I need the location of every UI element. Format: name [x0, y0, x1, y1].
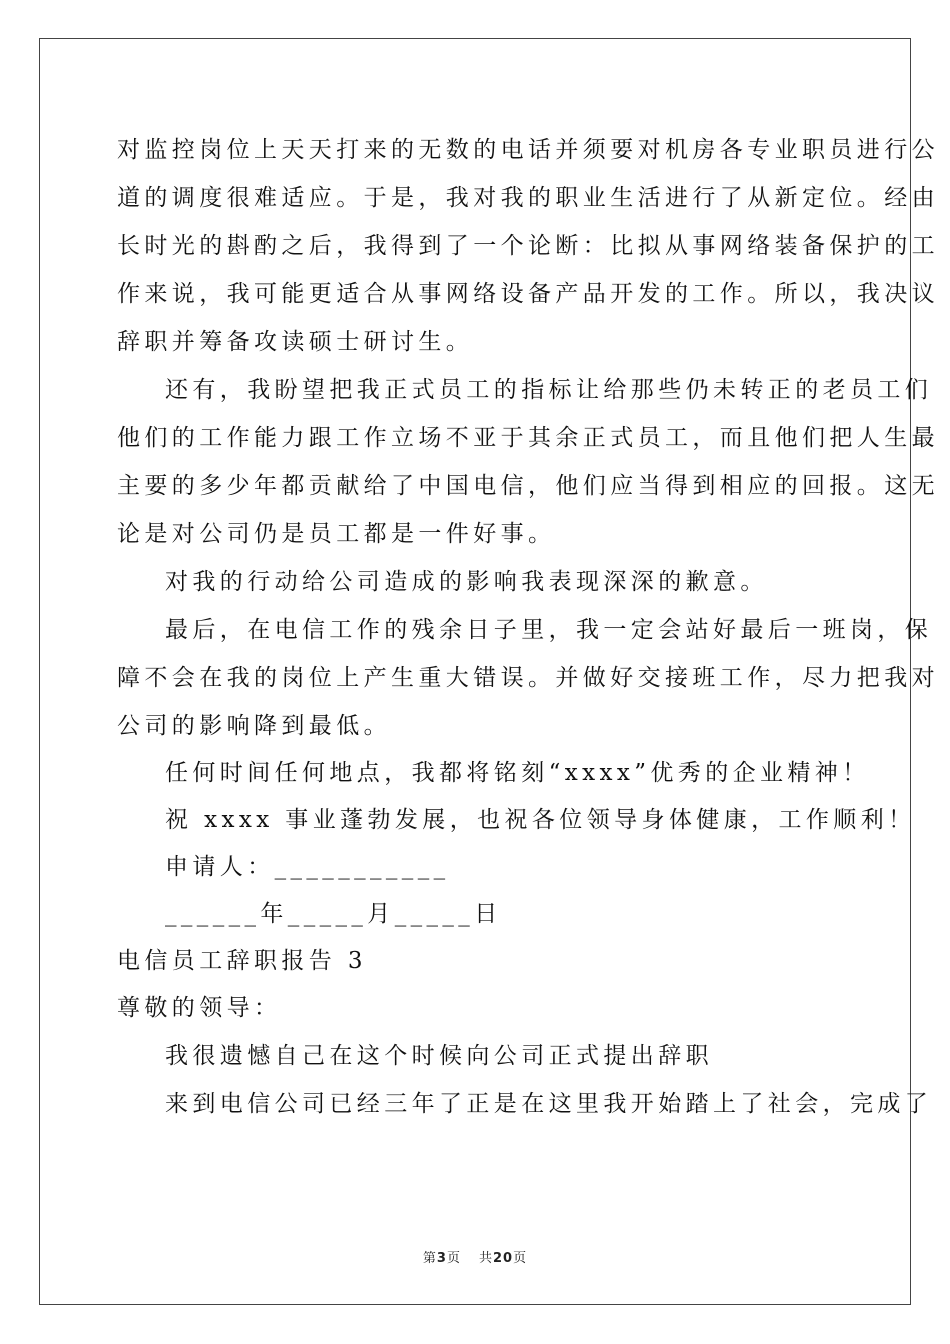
- body-line: 长时光的斟酌之后，我得到了一个论断：比拟从事网络装备保护的工: [117, 233, 939, 259]
- document-body: [117, 126, 939, 1128]
- applicant-signature-line: 申请人：___________: [165, 854, 450, 880]
- body-line: 公司的影响降到最低。: [117, 713, 391, 739]
- body-line: 主要的多少年都贡献给了中国电信，他们应当得到相应的回报。这无: [117, 473, 939, 499]
- closing-wish: 祝 xxxx 事业蓬勃发展，也祝各位领导身体健康，工作顺利！: [165, 807, 916, 833]
- page-suffix: 页: [446, 1251, 461, 1266]
- body-line: 作来说，我可能更适合从事网络设备产品开发的工作。所以，我决议: [117, 281, 939, 307]
- total-pages: 20: [492, 1251, 514, 1266]
- page-number: 3: [436, 1251, 447, 1266]
- paragraph-start: 任何时间任何地点，我都将铭刻“xxxx”优秀的企业精神！: [165, 760, 870, 786]
- total-suffix: 页: [513, 1251, 528, 1266]
- page-prefix: 第: [422, 1251, 437, 1266]
- body-line: 他们的工作能力跟工作立场不亚于其余正式员工，而且他们把人生最: [117, 425, 939, 451]
- paragraph-start: 我很遗憾自己在这个时候向公司正式提出辞职: [165, 1043, 713, 1069]
- paragraph-start: 最后，在电信工作的残余日子里，我一定会站好最后一班岗，保: [165, 617, 933, 643]
- body-line: 辞职并筹备攻读硕士研讨生。: [117, 329, 474, 355]
- body-line: 障不会在我的岗位上产生重大错误。并做好交接班工作，尽力把我对: [117, 665, 939, 691]
- date-line: ______年_____月_____日: [165, 901, 502, 927]
- page-footer: [0, 1247, 950, 1266]
- body-line: 论是对公司仍是员工都是一件好事。: [117, 521, 556, 547]
- paragraph-start: 来到电信公司已经三年了正是在这里我开始踏上了社会，完成了: [165, 1091, 933, 1117]
- total-prefix: 共: [478, 1251, 493, 1266]
- body-line: 对监控岗位上天天打来的无数的电话并须要对机房各专业职员进行公: [117, 137, 939, 163]
- body-line: 道的调度很难适应。于是，我对我的职业生活进行了从新定位。经由: [117, 185, 939, 211]
- section-title: 电信员工辞职报告 3: [117, 948, 367, 974]
- paragraph-start: 还有，我盼望把我正式员工的指标让给那些仍未转正的老员工们: [165, 377, 933, 403]
- paragraph-start: 对我的行动给公司造成的影响我表现深深的歉意。: [165, 569, 768, 595]
- salutation: 尊敬的领导：: [117, 995, 282, 1021]
